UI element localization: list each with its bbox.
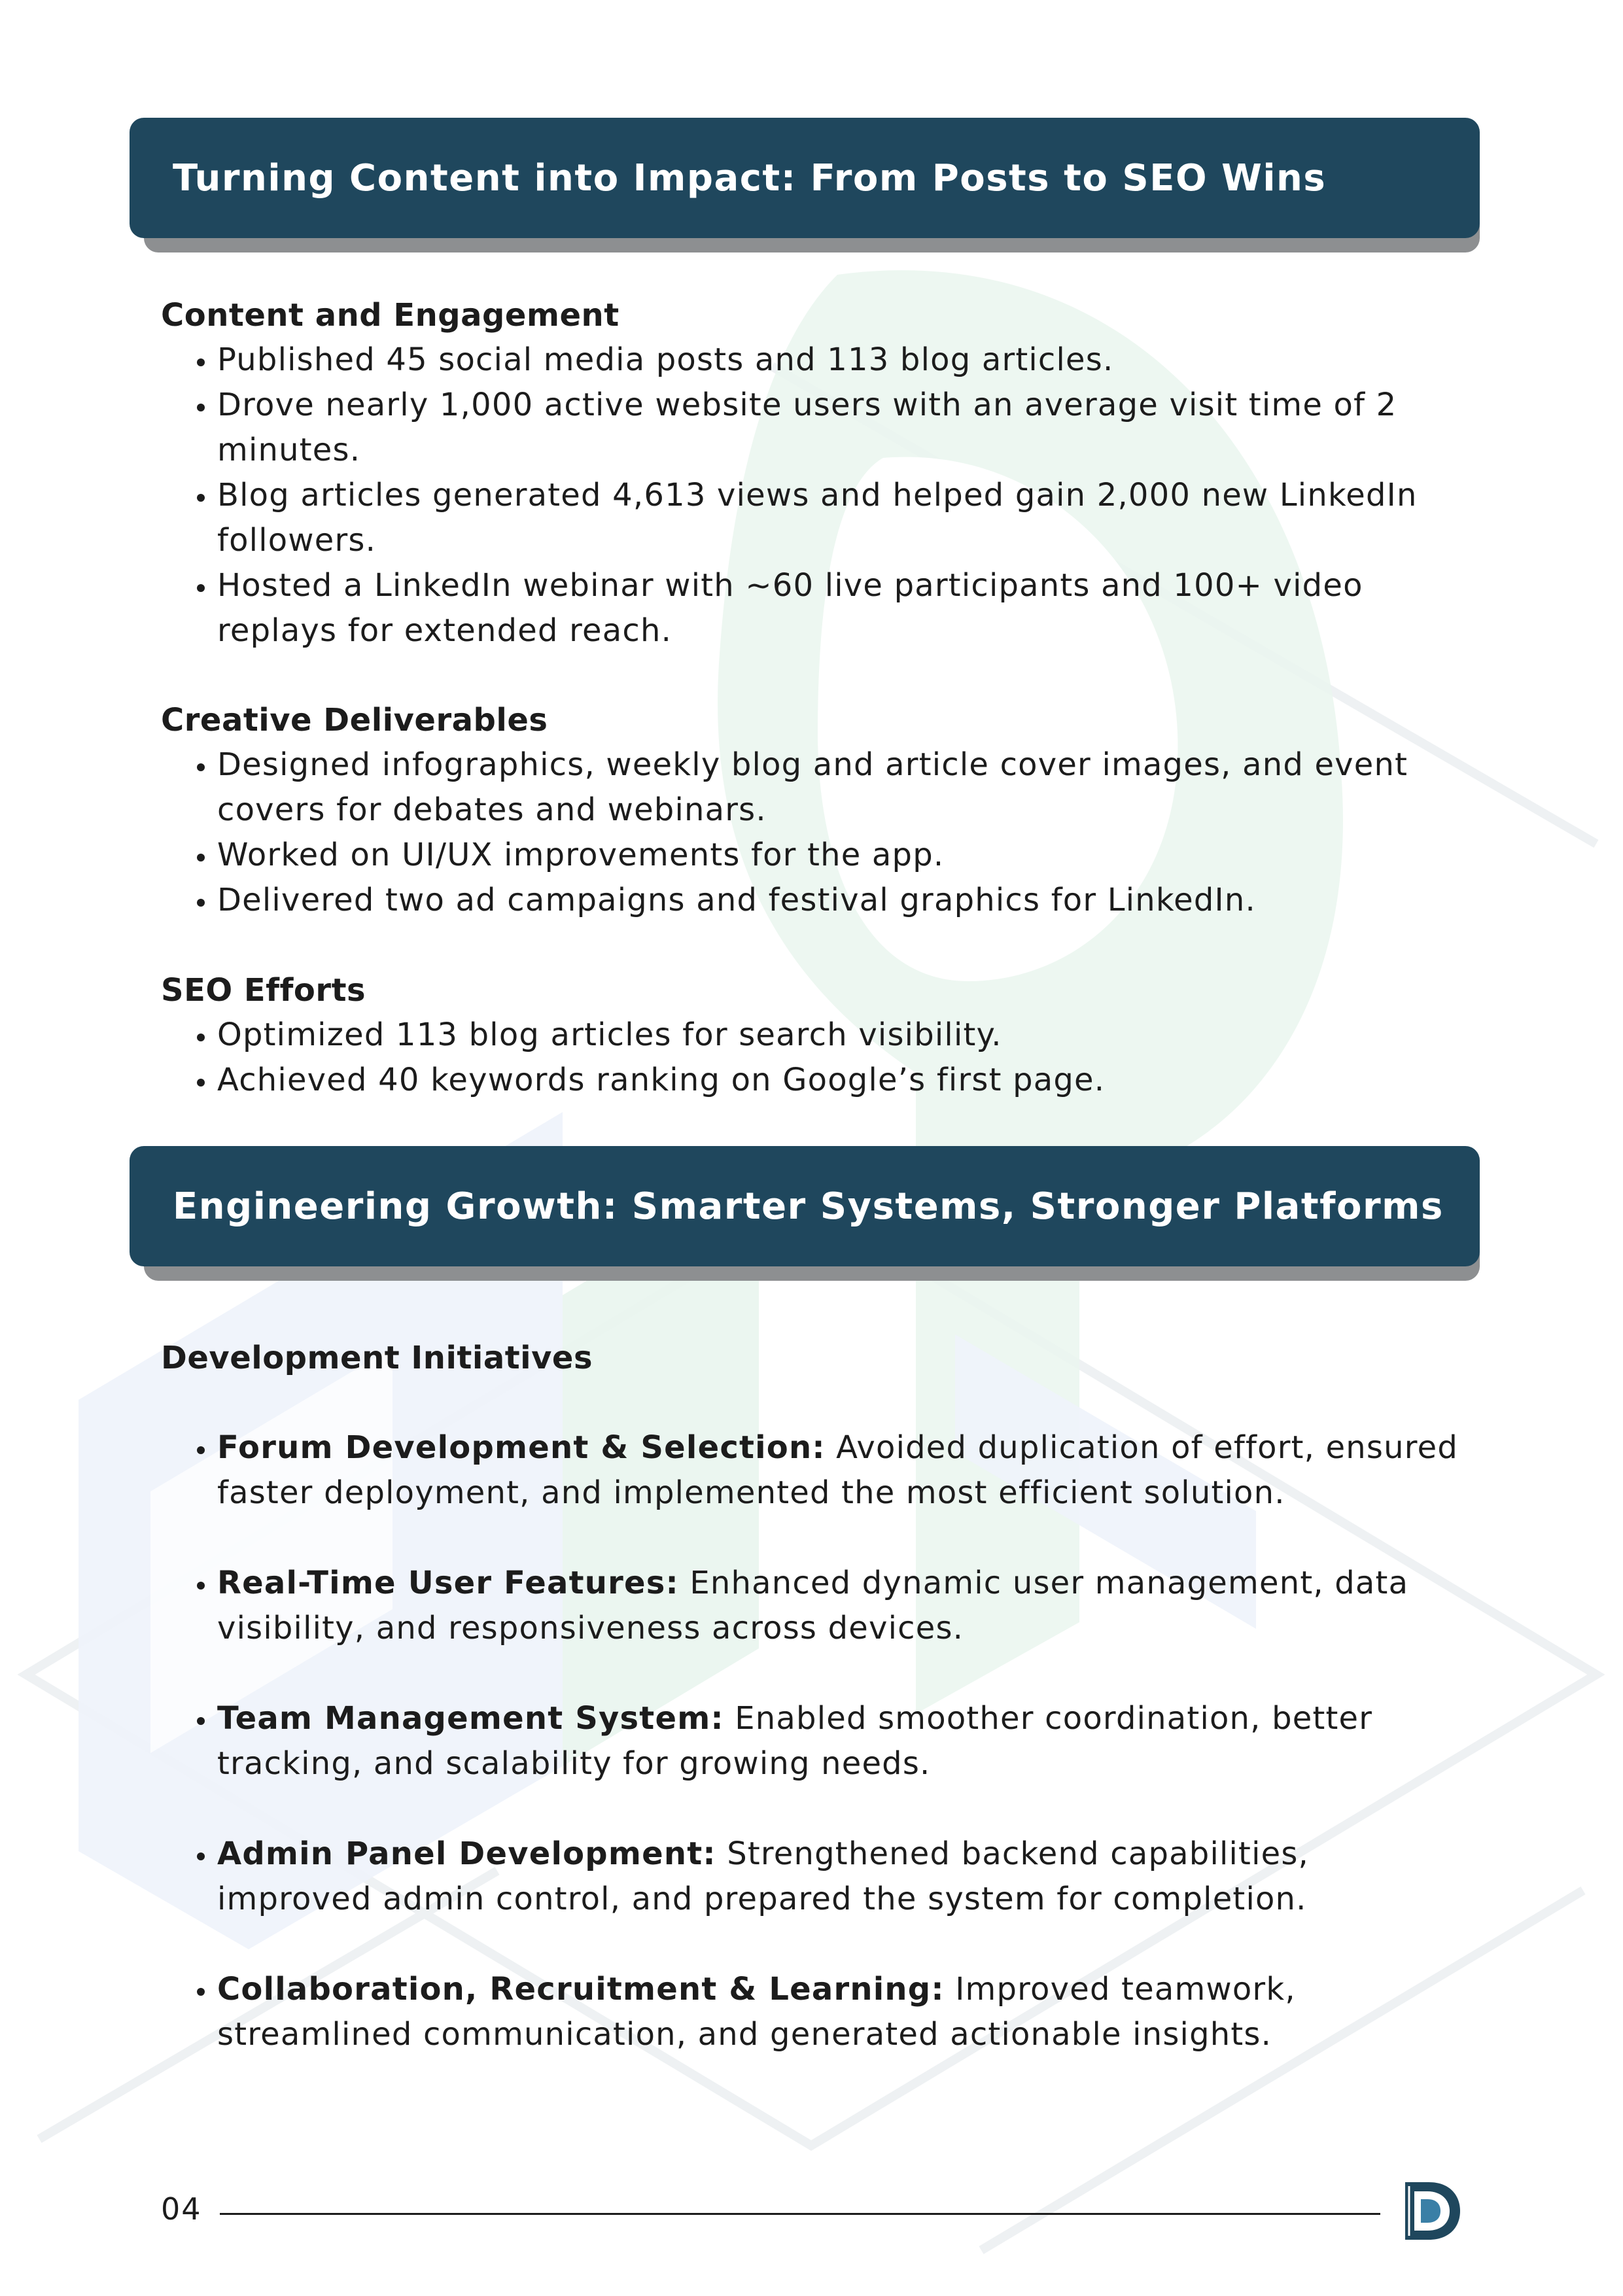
section-banner-engineering-growth <box>130 1146 1480 1270</box>
d-logo-icon <box>1400 2178 1463 2244</box>
list-item: • Designed infographics, weekly blog and article cover images, and event covers for debates and webinars. <box>217 742 1469 833</box>
item-label: Admin Panel Development: <box>217 1835 716 1872</box>
creative-deliverables-section <box>161 698 1469 923</box>
banner-box <box>130 118 1480 238</box>
list-item: • Hosted a LinkedIn webinar with ~60 live participants and 100+ video replays for extended reach. <box>217 563 1469 653</box>
list-item: • Drove nearly 1,000 active website users with an average visit time of 2 minutes. <box>217 383 1469 473</box>
list-item: • Optimized 113 blog articles for search visibility. <box>217 1013 1469 1058</box>
bullet-list <box>161 742 1469 923</box>
item-text: Enabled smoother coordination, better tracking, and scalability for growing needs. <box>217 1700 1373 1782</box>
page-number: 04 <box>161 2191 202 2227</box>
list-item <box>217 1425 1469 1516</box>
list-item: • Published 45 social media posts and 113 blog articles. <box>217 338 1469 383</box>
banner-title: Turning Content into Impact: From Posts to SEO Wins <box>173 156 1327 200</box>
list-item: • Worked on UI/UX improvements for the app. <box>217 833 1469 878</box>
group-heading: Content and Engagement <box>161 297 620 334</box>
list-item <box>217 1832 1469 1922</box>
item-label: Collaboration, Recruitment & Learning: <box>217 1971 945 2008</box>
list-item <box>217 1967 1469 2057</box>
development-initiatives-section <box>161 1336 1469 2057</box>
bullet-list <box>161 1013 1469 1103</box>
bullet-list <box>161 1425 1469 2057</box>
item-text: Improved teamwork, streamlined communication, and generated actionable insights. <box>217 1971 1296 2053</box>
group-heading: SEO Efforts <box>161 972 366 1009</box>
list-item: • Achieved 40 keywords ranking on Google’s first page. <box>217 1058 1469 1103</box>
footer-divider <box>220 2213 1380 2215</box>
banner-box <box>130 1146 1480 1266</box>
group-heading: Creative Deliverables <box>161 702 548 739</box>
bullet-list <box>161 338 1469 653</box>
list-item <box>217 1696 1469 1786</box>
item-text: Enhanced dynamic user management, data visibility, and responsiveness across devices. <box>217 1565 1409 1646</box>
item-label: Forum Development & Selection: <box>217 1429 826 1466</box>
item-label: Team Management System: <box>217 1700 724 1737</box>
banner-title: Engineering Growth: Smarter Systems, Stronger Platforms <box>173 1185 1444 1228</box>
list-item: • Blog articles generated 4,613 views and helped gain 2,000 new LinkedIn followers. <box>217 473 1469 563</box>
section-banner-content-impact <box>130 118 1480 242</box>
seo-efforts-section <box>161 968 1469 1103</box>
content-engagement-section <box>161 293 1469 653</box>
list-item <box>217 1561 1469 1651</box>
group-heading: Development Initiatives <box>161 1340 593 1376</box>
list-item: • Delivered two ad campaigns and festival graphics for LinkedIn. <box>217 878 1469 923</box>
item-text: Strengthened backend capabilities, improved admin control, and prepared the system for completion. <box>217 1835 1310 1917</box>
item-text: Avoided duplication of effort, ensured faster deployment, and implemented the most efficient solution. <box>217 1429 1459 1511</box>
item-label: Real-Time User Features: <box>217 1565 679 1601</box>
